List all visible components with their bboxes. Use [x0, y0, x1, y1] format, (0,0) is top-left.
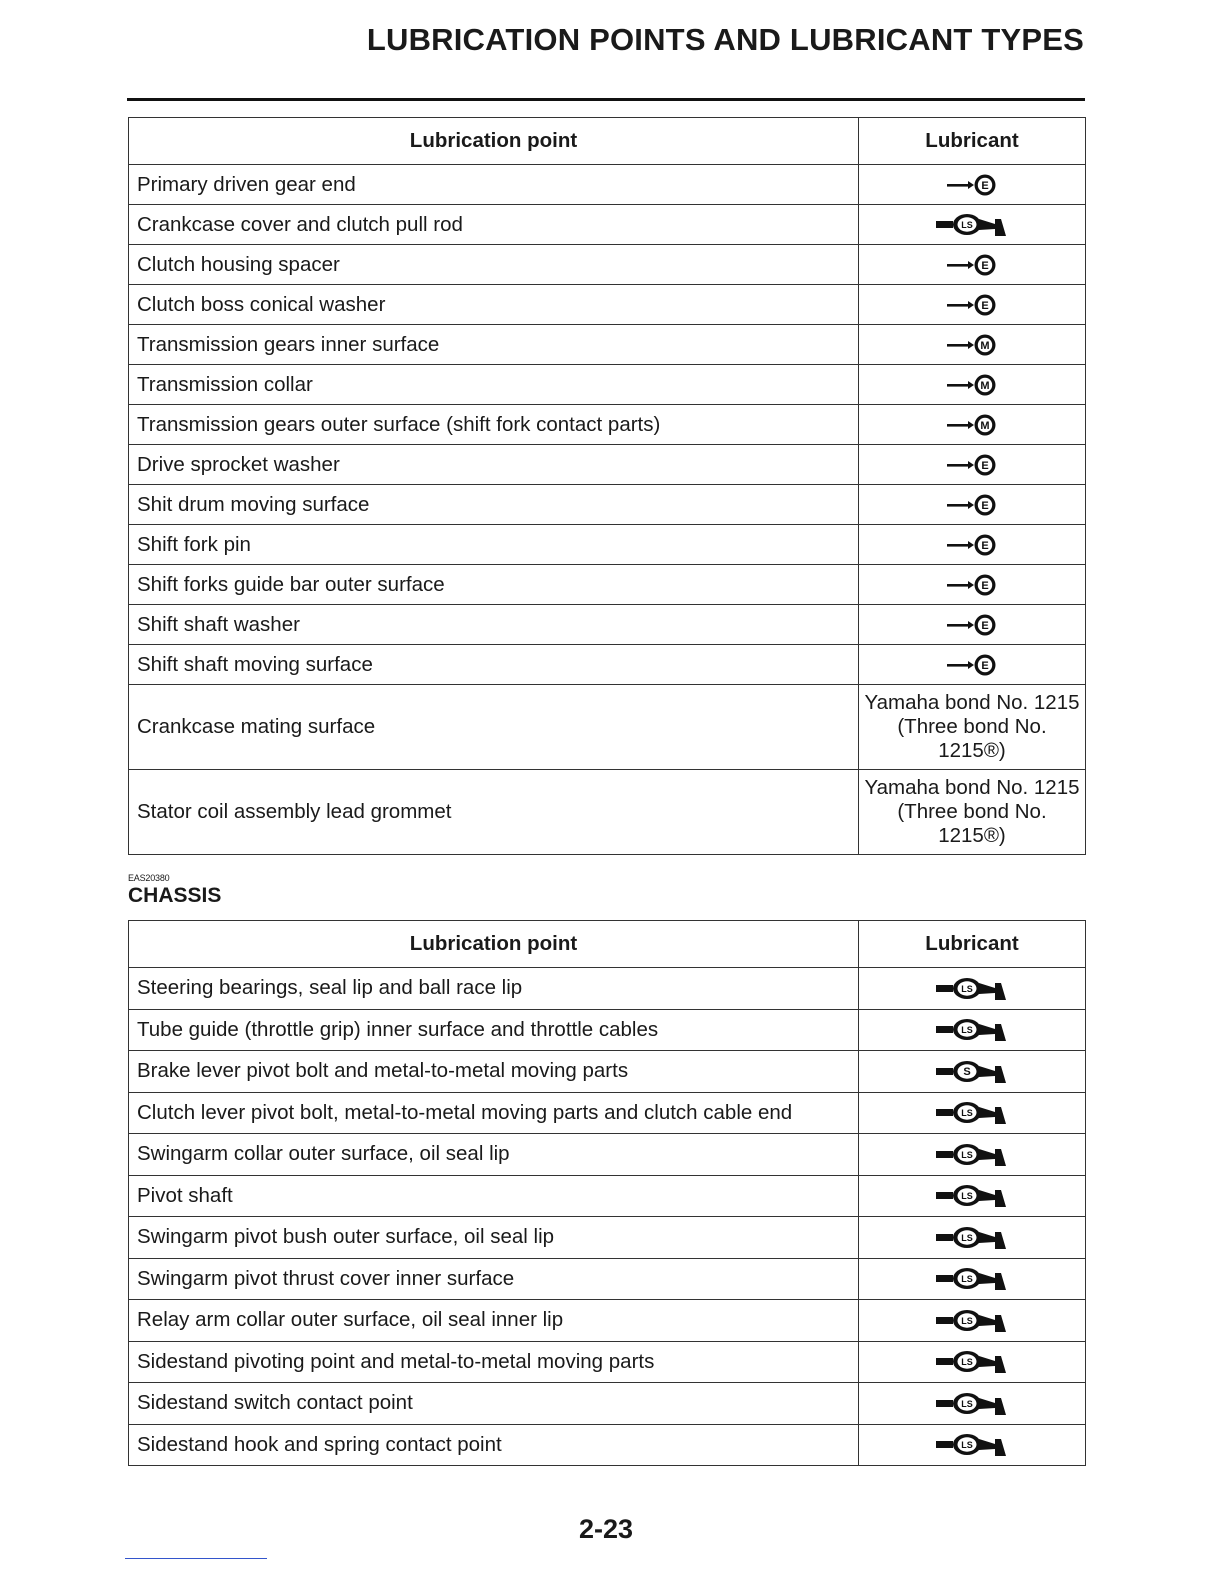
lubrication-point-cell: Transmission gears inner surface	[129, 325, 859, 365]
link-underline	[125, 1558, 267, 1559]
lubricant-cell	[859, 1009, 1086, 1051]
lubricant-cell	[859, 565, 1086, 605]
lubrication-point-cell: Shift shaft washer	[129, 605, 859, 645]
table-row	[129, 445, 1086, 485]
lubrication-point-cell: Shift shaft moving surface	[129, 645, 859, 685]
table-row	[129, 685, 1086, 770]
lubrication-point-cell: Brake lever pivot bolt and metal-to-metal moving parts	[129, 1051, 859, 1093]
page-title: LUBRICATION POINTS AND LUBRICANT TYPES	[366, 22, 1084, 57]
lubricant-cell	[859, 645, 1086, 685]
lubrication-point-cell: Transmission gears outer surface (shift fork contact parts)	[129, 405, 859, 445]
svg-text:M: M	[980, 419, 990, 432]
molybdenum-disulfide-oil-icon	[946, 372, 998, 395]
lubricant-cell	[859, 165, 1086, 205]
engine-oil-icon	[946, 612, 998, 635]
lubrication-point-cell: Swingarm pivot bush outer surface, oil seal lip	[129, 1217, 859, 1259]
engine-oil-icon	[946, 532, 998, 555]
lithium-soap-grease-icon	[935, 1432, 1009, 1455]
table-row	[129, 605, 1086, 645]
lubricant-cell	[859, 285, 1086, 325]
lubrication-point-cell: Shift forks guide bar outer surface	[129, 565, 859, 605]
table-row	[129, 525, 1086, 565]
engine-oil-icon	[946, 652, 998, 675]
table-row	[129, 770, 1086, 855]
bond-line: (Three bond No.	[897, 800, 1047, 823]
lithium-soap-grease-icon	[935, 212, 1009, 235]
lubricant-cell	[859, 1051, 1086, 1093]
page-number: 2-23	[578, 1514, 634, 1544]
table-row	[129, 1300, 1086, 1342]
bond-line: (Three bond No.	[897, 715, 1047, 738]
title-rule	[127, 98, 1085, 101]
table-row	[129, 245, 1086, 285]
bond-line: 1215®)	[938, 824, 1006, 847]
table-row	[129, 1051, 1086, 1093]
lubrication-point-cell: Primary driven gear end	[129, 165, 859, 205]
lubricant-cell	[859, 1341, 1086, 1383]
lubrication-point-cell: Clutch housing spacer	[129, 245, 859, 285]
molybdenum-disulfide-oil-icon	[946, 332, 998, 355]
table-row	[129, 1217, 1086, 1259]
lubrication-point-cell: Crankcase mating surface	[129, 685, 859, 770]
engine-oil-icon	[946, 172, 998, 195]
table-row	[129, 1258, 1086, 1300]
lubrication-point-cell: Steering bearings, seal lip and ball race lip	[129, 968, 859, 1010]
lubricant-cell	[859, 968, 1086, 1010]
lubrication-point-cell: Sidestand pivoting point and metal-to-metal moving parts	[129, 1341, 859, 1383]
lubrication-point-cell: Swingarm collar outer surface, oil seal lip	[129, 1134, 859, 1176]
svg-text:M: M	[980, 339, 990, 352]
bond-line: Yamaha bond No. 1215	[864, 691, 1080, 714]
lubrication-point-cell: Shit drum moving surface	[129, 485, 859, 525]
table-row	[129, 1383, 1086, 1425]
lubricant-cell	[859, 1217, 1086, 1259]
lubrication-point-cell: Clutch lever pivot bolt, metal-to-metal moving parts and clutch cable end	[129, 1092, 859, 1134]
bond-line: Yamaha bond No. 1215	[864, 776, 1080, 799]
svg-text:LS: LS	[961, 1232, 973, 1243]
svg-text:E: E	[981, 459, 989, 472]
table-row	[129, 1175, 1086, 1217]
svg-text:LS: LS	[961, 1025, 973, 1036]
column-header-lubricant: Lubricant	[859, 118, 1086, 165]
lithium-soap-grease-icon	[935, 1308, 1009, 1331]
lithium-soap-grease-icon	[935, 1349, 1009, 1372]
engine-lubrication-table	[128, 117, 1086, 855]
table-row	[129, 1134, 1086, 1176]
table-row	[129, 1424, 1086, 1466]
lubricant-cell	[859, 1383, 1086, 1425]
lubrication-point-cell: Sidestand hook and spring contact point	[129, 1424, 859, 1466]
lubrication-point-cell: Crankcase cover and clutch pull rod	[129, 205, 859, 245]
table-row	[129, 565, 1086, 605]
section-heading-chassis: CHASSIS	[128, 884, 222, 907]
molybdenum-disulfide-oil-icon	[946, 412, 998, 435]
svg-text:LS: LS	[961, 1440, 973, 1451]
lithium-soap-grease-icon	[935, 1017, 1009, 1040]
svg-text:LS: LS	[961, 1315, 973, 1326]
svg-text:LS: LS	[961, 1191, 973, 1202]
lubricant-cell	[859, 525, 1086, 565]
lubricant-cell	[859, 245, 1086, 285]
lubricant-cell	[859, 205, 1086, 245]
lubrication-point-cell: Shift fork pin	[129, 525, 859, 565]
lithium-soap-grease-icon	[935, 1183, 1009, 1206]
lithium-soap-grease-icon	[935, 1266, 1009, 1289]
svg-text:E: E	[981, 659, 989, 672]
lubricant-cell	[859, 1134, 1086, 1176]
chassis-lubrication-table	[128, 920, 1086, 1466]
section-code: EAS20380	[128, 873, 170, 883]
table-row	[129, 405, 1086, 445]
silicone-grease-icon	[935, 1059, 1009, 1082]
table-row	[129, 165, 1086, 205]
table-row	[129, 485, 1086, 525]
table-row	[129, 1341, 1086, 1383]
svg-text:LS: LS	[961, 983, 973, 994]
svg-text:LS: LS	[961, 1149, 973, 1160]
svg-text:E: E	[981, 619, 989, 632]
table-row	[129, 645, 1086, 685]
lubrication-point-cell: Drive sprocket washer	[129, 445, 859, 485]
svg-text:E: E	[981, 259, 989, 272]
lubrication-point-cell: Pivot shaft	[129, 1175, 859, 1217]
engine-oil-icon	[946, 252, 998, 275]
lithium-soap-grease-icon	[935, 1225, 1009, 1248]
lubricant-cell	[859, 1175, 1086, 1217]
lubricant-cell	[859, 445, 1086, 485]
svg-text:LS: LS	[961, 1357, 973, 1368]
lubricant-cell	[859, 685, 1086, 770]
svg-text:M: M	[980, 379, 990, 392]
svg-text:LS: LS	[961, 1398, 973, 1409]
lithium-soap-grease-icon	[935, 1142, 1009, 1165]
lubrication-point-cell: Relay arm collar outer surface, oil seal inner lip	[129, 1300, 859, 1342]
table-row	[129, 1092, 1086, 1134]
lubricant-cell	[859, 325, 1086, 365]
lubricant-cell	[859, 1092, 1086, 1134]
lubrication-point-cell: Transmission collar	[129, 365, 859, 405]
table-row	[129, 365, 1086, 405]
column-header-lubrication-point: Lubrication point	[129, 921, 859, 968]
svg-text:E: E	[981, 299, 989, 312]
svg-text:LS: LS	[961, 219, 973, 230]
table-row	[129, 968, 1086, 1010]
svg-text:E: E	[981, 539, 989, 552]
lithium-soap-grease-icon	[935, 1100, 1009, 1123]
lubricant-cell	[859, 405, 1086, 445]
column-header-lubricant: Lubricant	[859, 921, 1086, 968]
svg-text:S: S	[963, 1065, 971, 1078]
lubricant-cell	[859, 485, 1086, 525]
engine-oil-icon	[946, 572, 998, 595]
lithium-soap-grease-icon	[935, 976, 1009, 999]
engine-oil-icon	[946, 492, 998, 515]
svg-text:E: E	[981, 579, 989, 592]
svg-text:E: E	[981, 179, 989, 192]
lubricant-cell	[859, 770, 1086, 855]
bond-line: 1215®)	[938, 739, 1006, 762]
svg-text:E: E	[981, 499, 989, 512]
table-row	[129, 205, 1086, 245]
lubrication-point-cell: Stator coil assembly lead grommet	[129, 770, 859, 855]
table-row	[129, 285, 1086, 325]
svg-text:LS: LS	[961, 1108, 973, 1119]
lubricant-cell	[859, 1300, 1086, 1342]
svg-text:LS: LS	[961, 1274, 973, 1285]
lubrication-point-cell: Clutch boss conical washer	[129, 285, 859, 325]
column-header-lubrication-point: Lubrication point	[129, 118, 859, 165]
table-row	[129, 325, 1086, 365]
engine-oil-icon	[946, 292, 998, 315]
lubricant-cell	[859, 1258, 1086, 1300]
lubrication-point-cell: Sidestand switch contact point	[129, 1383, 859, 1425]
lubricant-cell	[859, 605, 1086, 645]
table-row	[129, 1009, 1086, 1051]
lubricant-cell	[859, 365, 1086, 405]
lithium-soap-grease-icon	[935, 1391, 1009, 1414]
lubrication-point-cell: Swingarm pivot thrust cover inner surface	[129, 1258, 859, 1300]
lubrication-point-cell: Tube guide (throttle grip) inner surface and throttle cables	[129, 1009, 859, 1051]
lubricant-cell	[859, 1424, 1086, 1466]
engine-oil-icon	[946, 452, 998, 475]
